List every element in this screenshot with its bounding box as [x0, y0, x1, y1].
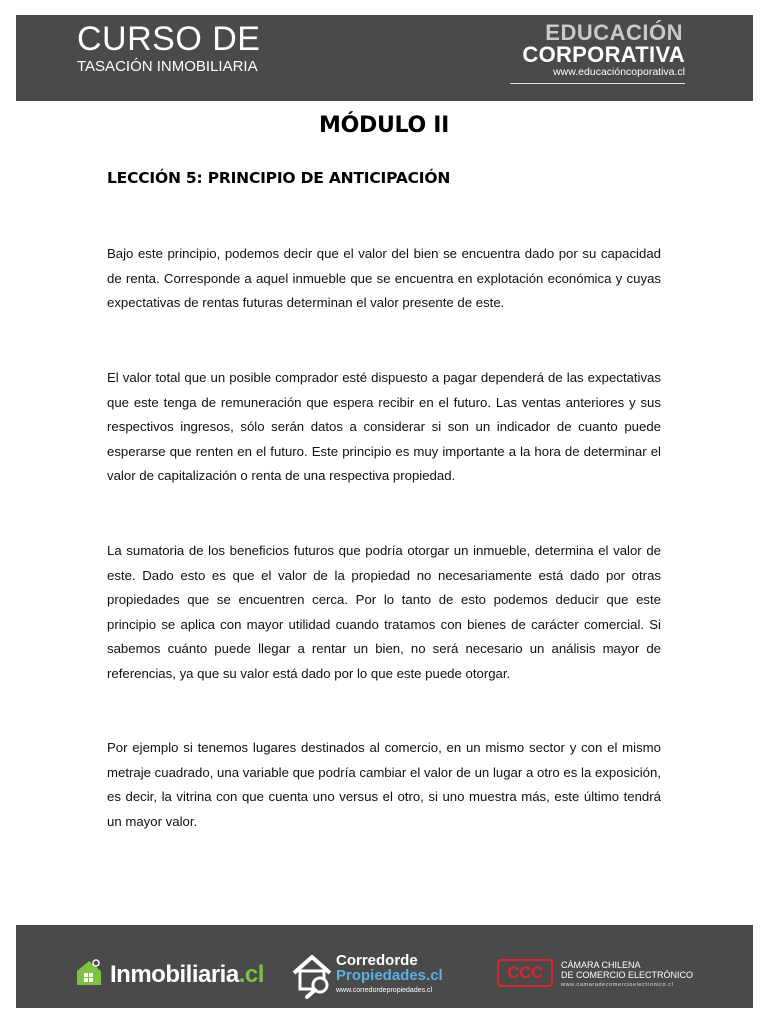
corredor-url: www.corredordepropiedades.cl	[336, 987, 433, 994]
camara-url: www.camaradecomercioelectronico.cl	[561, 982, 674, 988]
ccc-mark: CCC	[497, 959, 553, 987]
brand-corporativa: CORPORATIVA	[522, 42, 685, 67]
house-magnifier-icon	[292, 951, 336, 999]
lesson-title: LECCIÓN 5: PRINCIPIO DE ANTICIPACIÓN	[107, 169, 451, 187]
inmobiliaria-name: Inmobiliaria	[110, 961, 239, 988]
house-tag-icon	[74, 957, 104, 987]
footer-banner	[16, 925, 753, 1008]
course-subtitle: TASACIÓN INMOBILIARIA	[77, 58, 258, 75]
camara-name-line2: DE COMERCIO ELECTRÓNICO	[561, 970, 694, 980]
inmobiliaria-logo[interactable]	[74, 951, 274, 993]
propiedades-wordmark: Propiedades.cl	[336, 967, 443, 984]
inmobiliaria-tld: .cl	[238, 961, 264, 988]
paragraph: Por ejemplo si tenemos lugares destinados al comercio, en un mismo sector y con el mismo metraje cuadrado, una variable que podría cambiar el valor de un lugar a otro es la exposición, es decir, la vitrina con que cuenta uno versus el otro, si uno muestra más, este último tendrá un mayor valor.	[107, 740, 661, 829]
module-title: MÓDULO II	[319, 113, 449, 138]
corredor-wordmark: Corredorde	[336, 952, 418, 969]
camara-name-line1: CÁMARA CHILENA	[561, 960, 641, 970]
corredordepropiedades-logo[interactable]	[292, 947, 472, 1003]
brand-divider	[510, 83, 685, 84]
inmobiliaria-wordmark	[110, 961, 264, 989]
brand-educacion: EDUCACIÓN	[545, 20, 683, 45]
camara-chilena-logo[interactable]	[497, 957, 737, 997]
paragraph: Bajo este principio, podemos decir que el valor del bien se encuentra dado por su capacidad de renta. Corresponde a aquel inmueble que se encuentra en explotación económica y cuyas expectativas de rentas futuras determinan el valor presente de este.	[107, 246, 661, 311]
paragraph: La sumatoria de los beneficios futuros que podría otorgar un inmueble, determina el valor de este. Dado esto es que el valor de la propiedad no necesariamente está dado por otras propiedades que se encuentren cerca. Por lo tanto de esto podemos deducir que este principio se aplica con mayor utilidad cuando tratamos con bienes de carácter comercial. Si sabemos cuánto puede llegar a rentar un bien, no será necesario un análisis mayor de referencias, ya que su valor está dado por lo que este puede otorgar.	[107, 543, 661, 681]
header-banner	[16, 15, 753, 101]
brand-url: www.educacióncoporativa.cl	[553, 66, 685, 78]
paragraph: El valor total que un posible comprador esté dispuesto a pagar dependerá de las expectativas que este tenga de remuneración que espera recibir en el futuro. Las ventas anteriores y sus respectivos ingresos, sólo serán datos a considerar si son un indicador de cuanto puede esperarse que renten en el futuro. Este principio es muy importante a la hora de determinar el valor de capitalización o renta de una respectiva propiedad.	[107, 370, 661, 484]
course-title: CURSO DE	[77, 20, 261, 58]
